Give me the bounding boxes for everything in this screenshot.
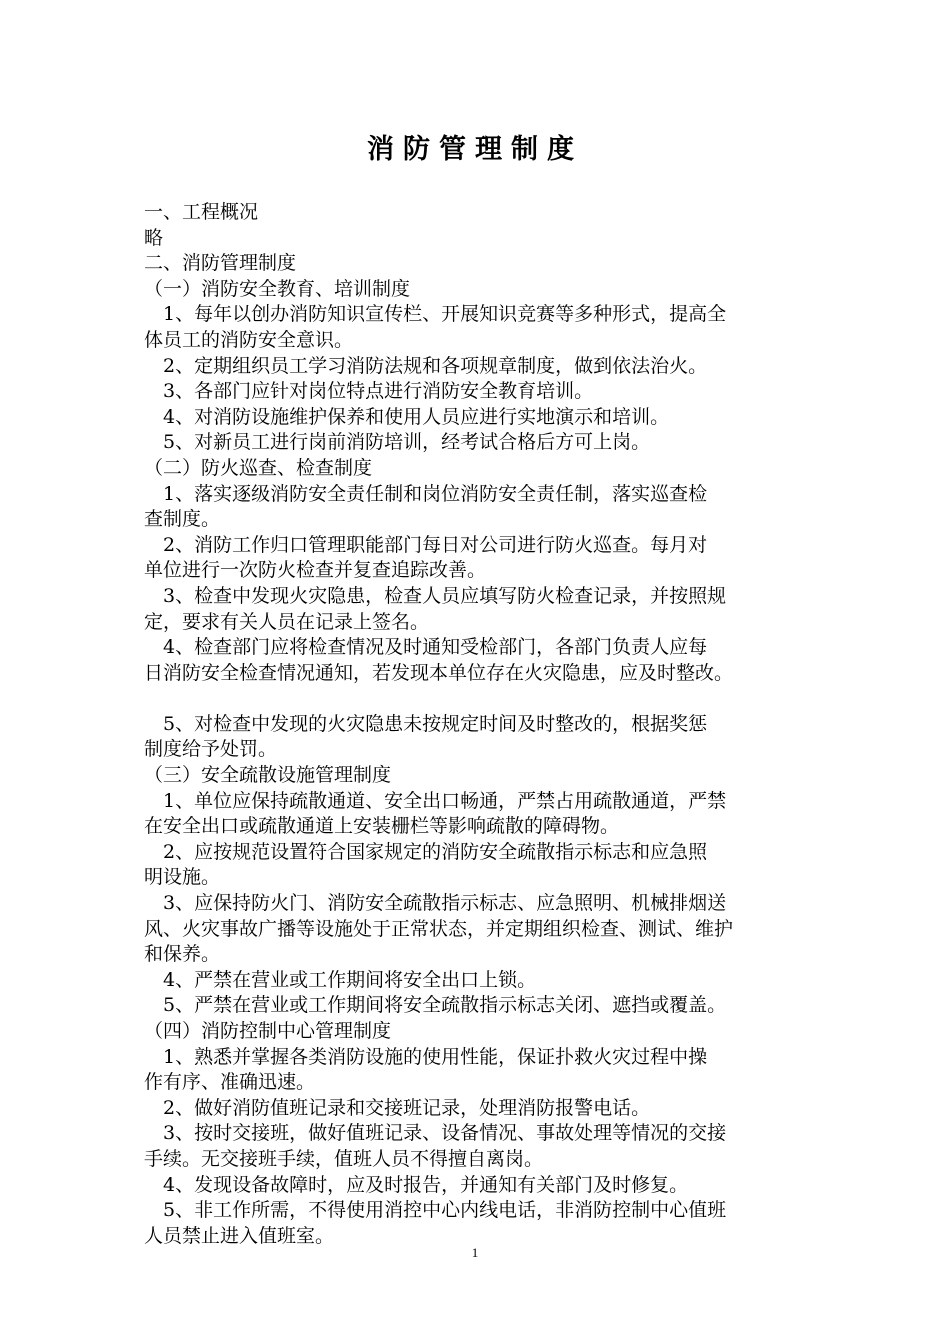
text-line: 4、发现设备故障时，应及时报告，并通知有关部门及时修复。 (144, 1173, 689, 1196)
text-line: 4、对消防设施维护保养和使用人员应进行实地演示和培训。 (144, 405, 670, 428)
blank-line (144, 686, 824, 712)
text-line: 人员禁止进入值班室。 (144, 1224, 335, 1247)
text-line: 作有序、准确迅速。 (144, 1071, 316, 1094)
text-line: 3、各部门应针对岗位特点进行消防安全教育培训。 (144, 380, 594, 403)
text-line: （二）防火巡查、检查制度 (144, 456, 373, 479)
text-line: 风、火灾事故广播等设施处于正常状态，并定期组织检查、测试、维护 (144, 917, 734, 940)
text-line: 日消防安全检查情况通知，若发现本单位存在火灾隐患，应及时整改。 (144, 661, 734, 684)
document-body (144, 200, 824, 1249)
text-line: 制度给予处罚。 (144, 738, 278, 761)
text-line: （四）消防控制中心管理制度 (144, 1020, 392, 1042)
text-line: 在安全出口或疏散通道上安装栅栏等影响疏散的障碍物。 (144, 815, 620, 838)
text-line: 5、对检查中发现的火灾隐患未按规定时间及时整改的，根据奖惩 (144, 712, 708, 735)
text-line: 1、单位应保持疏散通道、安全出口畅通，严禁占用疏散通道，严禁 (144, 789, 727, 812)
text-line: 1、每年以创办消防知识宣传栏、开展知识竞赛等多种形式，提高全 (144, 303, 727, 326)
text-line: 3、应保持防火门、消防安全疏散指示标志、应急照明、机械排烟送 (144, 892, 727, 915)
text-line: 1、熟悉并掌握各类消防设施的使用性能，保证扑救火灾过程中操 (144, 1045, 708, 1068)
text-line: 和保养。 (144, 943, 221, 966)
text-line: （三）安全疏散设施管理制度 (144, 764, 392, 787)
page-number: 1 (471, 1245, 479, 1260)
text-line: 查制度。 (144, 508, 221, 531)
text-line: 体员工的消防安全意识。 (144, 328, 354, 351)
text-line: 5、严禁在营业或工作期间将安全疏散指示标志关闭、遮挡或覆盖。 (144, 994, 727, 1017)
text-line: 手续。无交接班手续，值班人员不得擅自离岗。 (144, 1147, 544, 1170)
text-line: （一）消防安全教育、培训制度 (144, 277, 411, 300)
text-line: 4、检查部门应将检查情况及时通知受检部门，各部门负责人应每 (144, 636, 708, 659)
text-line: 2、定期组织员工学习消防法规和各项规章制度，做到依法治火。 (144, 354, 708, 377)
text-line: 4、严禁在营业或工作期间将安全出口上锁。 (144, 968, 537, 991)
text-line: 1、落实逐级消防安全责任制和岗位消防安全责任制，落实巡查检 (144, 482, 708, 505)
page-title: 消防管理制度 (367, 134, 583, 165)
text-line: 3、检查中发现火灾隐患，检查人员应填写防火检查记录，并按照规 (144, 584, 727, 607)
text-line: 2、应按规范设置符合国家规定的消防安全疏散指示标志和应急照 (144, 840, 708, 863)
text-line: 明设施。 (144, 866, 221, 889)
text-line: 2、做好消防值班记录和交接班记录，处理消防报警电话。 (144, 1096, 651, 1119)
text-line: 2、消防工作归口管理职能部门每日对公司进行防火巡查。每月对 (144, 533, 708, 556)
text-line: 3、按时交接班，做好值班记录、设备情况、事故处理等情况的交接 (144, 1122, 727, 1145)
text-line: 5、非工作所需，不得使用消控中心内线电话，非消防控制中心值班 (144, 1199, 727, 1222)
text-line: 一、工程概况 (144, 201, 259, 223)
text-line: 单位进行一次防火检查并复查追踪改善。 (144, 559, 487, 582)
text-line: 5、对新员工进行岗前消防培训，经考试合格后方可上岗。 (144, 431, 651, 454)
text-line: 略 (144, 226, 164, 249)
text-line: 定，要求有关人员在记录上签名。 (144, 610, 430, 633)
text-line: 二、消防管理制度 (144, 252, 297, 275)
